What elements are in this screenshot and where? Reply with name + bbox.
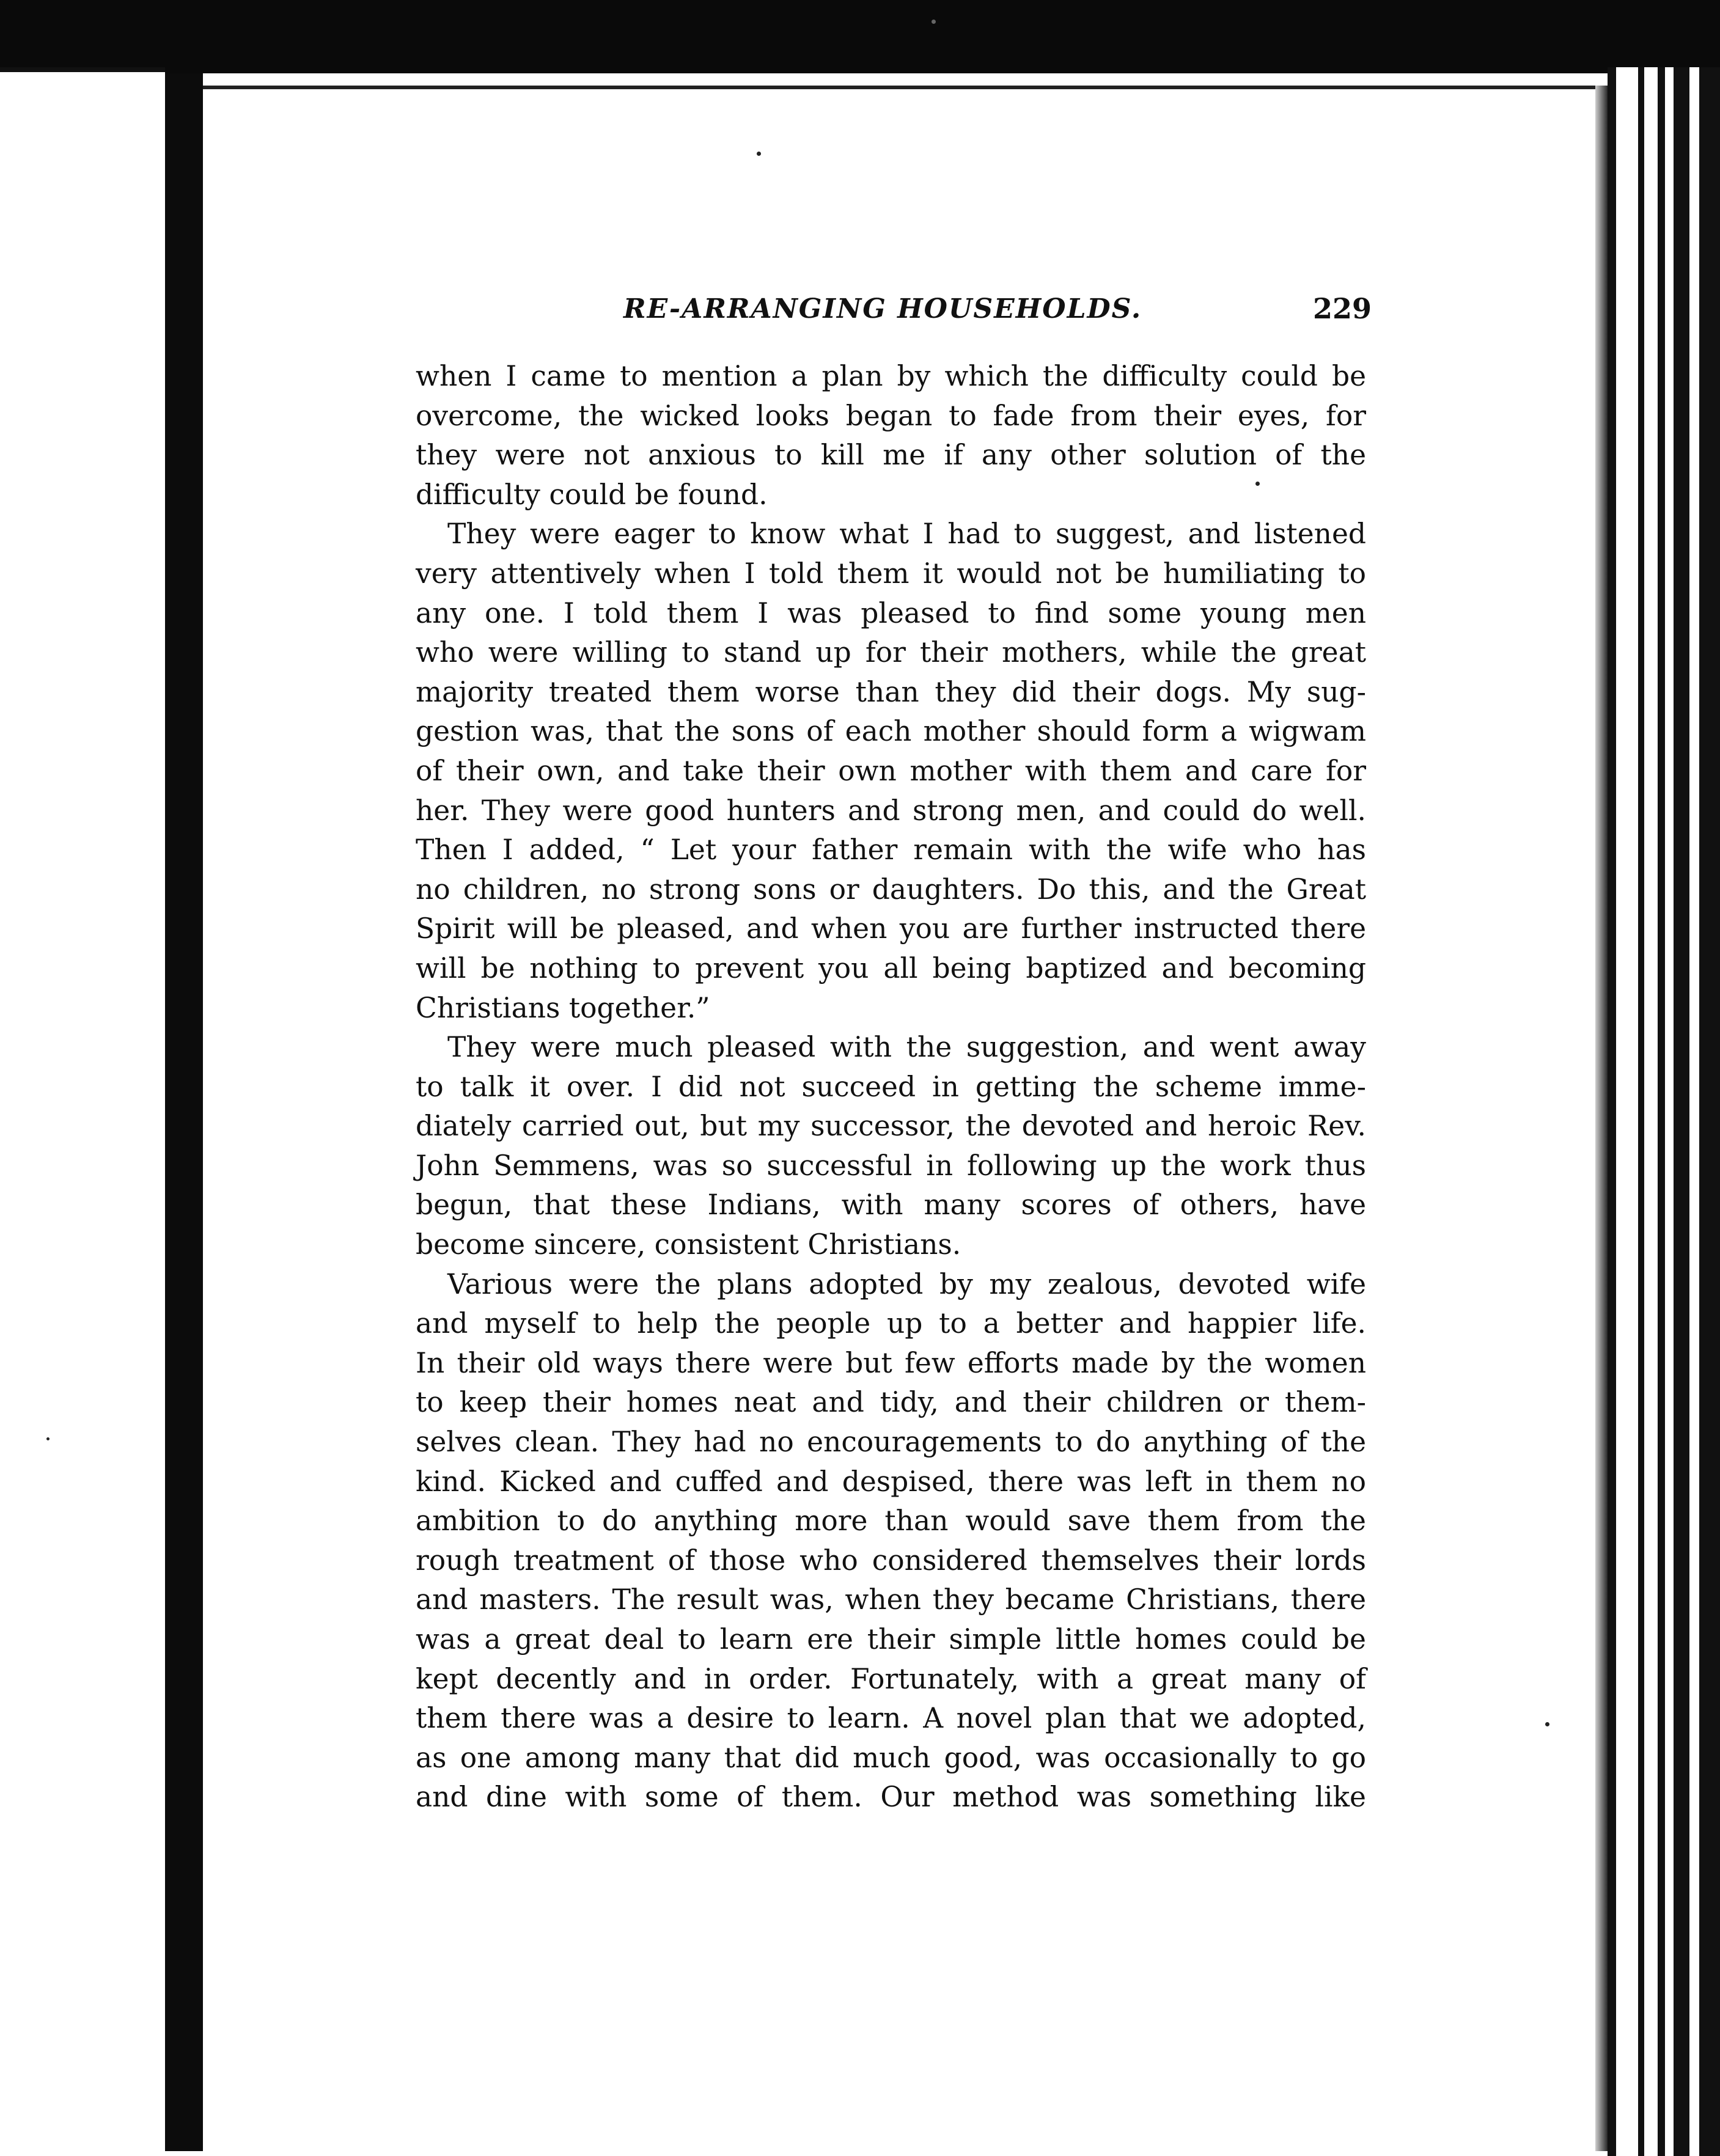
text-line: very attentively when I told them it would not be humiliating to	[416, 557, 1366, 590]
body-text	[416, 357, 1366, 1817]
page-stack-edges	[1608, 67, 1720, 2156]
text-line: begun, that these Indians, with many scores of others, have	[416, 1189, 1366, 1222]
facing-page-left	[0, 67, 165, 2156]
scanner-border-top	[0, 0, 1720, 73]
page-edge-shadow	[1595, 86, 1608, 2151]
page-edge-line	[1638, 67, 1644, 2156]
text-line: overcome, the wicked looks began to fade from their eyes, for	[416, 399, 1366, 432]
text-line: when I came to mention a plan by which the difficulty could be	[416, 360, 1366, 392]
text-line: rough treatment of those who considered themselves their lords	[416, 1544, 1366, 1577]
text-line: ambition to do anything more than would save them from the	[416, 1505, 1366, 1538]
text-line: They were eager to know what I had to suggest, and listened	[447, 518, 1366, 551]
paragraph	[416, 1265, 1366, 1817]
text-line: of their own, and take their own mother with them and care for	[416, 754, 1366, 787]
scan-speck	[46, 1437, 50, 1440]
text-line: no children, no strong sons or daughters. Do this, and the Great	[416, 873, 1366, 906]
text-line: kept decently and in order. Fortunately, with a great many of	[416, 1662, 1366, 1695]
text-line: to talk it over. I did not succeed in getting the scheme imme-	[416, 1070, 1366, 1103]
paragraph	[416, 1028, 1366, 1265]
text-line: her. They were good hunters and strong men, and could do well.	[416, 794, 1366, 827]
scan-speck	[932, 20, 936, 24]
text-line: as one among many that did much good, was occasionally to go	[416, 1741, 1366, 1774]
text-line: selves clean. They had no encouragements to do anything of the	[416, 1426, 1366, 1459]
text-line: difficulty could be found.	[416, 478, 768, 511]
text-line: to keep their homes neat and tidy, and their children or them-	[416, 1386, 1366, 1419]
page-number: 229	[1313, 292, 1372, 325]
text-line: gestion was, that the sons of each mother should form a wigwam	[416, 715, 1366, 748]
page-edge-line	[1699, 67, 1720, 2156]
text-line: will be nothing to prevent you all being baptized and becoming	[416, 952, 1366, 985]
text-line: them there was a desire to learn. A novel plan that we adopted,	[416, 1702, 1366, 1735]
page-edge-line	[1608, 67, 1616, 2156]
text-line: and dine with some of them. Our method was something like	[416, 1781, 1366, 1814]
text-line: was a great deal to learn ere their simple little homes could be	[416, 1623, 1366, 1656]
page-edge-line	[1658, 67, 1665, 2156]
text-line: kind. Kicked and cuffed and despised, there was left in them no	[416, 1465, 1366, 1498]
text-line: Christians together.”	[416, 991, 710, 1024]
paragraph	[416, 357, 1366, 515]
text-line: Spirit will be pleased, and when you are further instructed there	[416, 912, 1366, 945]
text-line: who were willing to stand up for their mothers, while the great	[416, 636, 1366, 669]
scan-speck	[757, 152, 761, 156]
paragraph	[416, 515, 1366, 1028]
text-line: and masters. The result was, when they became Christians, there	[416, 1583, 1366, 1616]
text-line: majority treated them worse than they did their dogs. My sug-	[416, 675, 1366, 708]
text-line: They were much pleased with the suggestion, and went away	[447, 1031, 1366, 1064]
scan-speck	[1545, 1722, 1549, 1726]
text-line: Various were the plans adopted by my zealous, devoted wife	[447, 1267, 1366, 1300]
text-line: John Semmens, was so successful in following up the work thus	[416, 1149, 1366, 1182]
page-edge-line	[1674, 67, 1689, 2156]
text-line: diately carried out, but my successor, the devoted and heroic Rev.	[416, 1110, 1366, 1143]
book-gutter	[165, 73, 203, 2151]
running-head: RE-ARRANGING HOUSEHOLDS.	[623, 293, 1142, 324]
text-line: In their old ways there were but few efforts made by the women	[416, 1346, 1366, 1379]
text-line: any one. I told them I was pleased to find some young men	[416, 596, 1366, 629]
text-line: and myself to help the people up to a better and happier life.	[416, 1307, 1366, 1340]
text-line: become sincere, consistent Christians.	[416, 1228, 961, 1261]
text-line: Then I added, “ Let your father remain with the wife who has	[416, 834, 1366, 867]
text-line: they were not anxious to kill me if any other solution of the	[416, 439, 1366, 472]
